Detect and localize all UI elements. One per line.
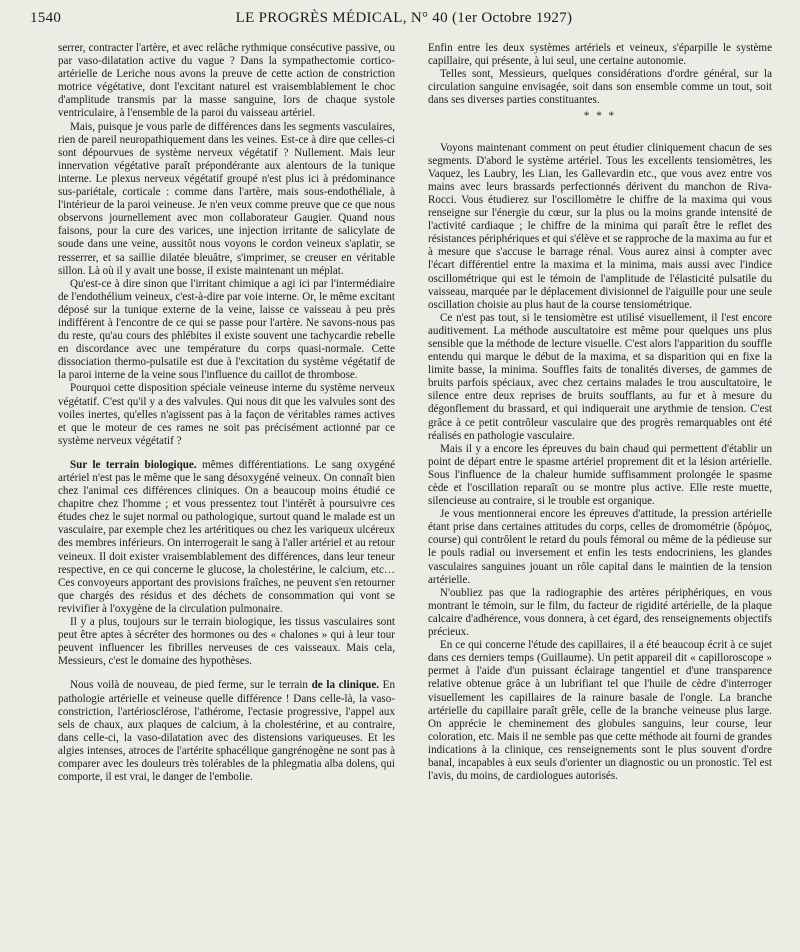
left-column-paragraph: [58, 382, 395, 447]
right-column-paragraph: [428, 110, 772, 123]
journal-title: LE PROGRÈS MÉDICAL, N° 40 (1er Octobre 1927): [235, 10, 573, 26]
right-column-paragraph: [428, 443, 772, 508]
right-column-paragraph: [428, 312, 772, 443]
paragraph-text: N'oubliez pas que la radiographie des artères périphériques, en vous montrant le témoin, sur le film, du facteur de rigidité artérielle, de la plaque calcaire d'adhérence, vous donnera, à cet égard, des renseignements objectifs précieux.: [428, 586, 772, 639]
right-column-paragraph: [428, 42, 772, 68]
left-column-paragraph: [58, 459, 395, 616]
paragraph-text: Voyons maintenant comment on peut étudier cliniquement chacun de ses segments. D'abord le système artériel. Tous les excellents tensiomètres, les Vaquez, les Laubry, les Lian, les Gallevardin etc., que vous avez entre vos mains avec leurs brassards perfectionnés dérivent du manchon de Riva-Rocci. Vous étudierez sur l'oscillomètre le chiffre de la maxima qui vous renseigne sur l'énergie du cœur, sur la plus ou la moins grande intensité de l'activité cardiaque ; le chiffre de la minima qui paraît être le reflet des résistances périphériques et qui s'élève et se rapproche de la maxima au fur et à mesure que s'accuse le barrage rénal. Vous aurez ainsi à compter avec l'écart différentiel entre la maxima et la minima, mais aussi avec l'indice oscillométrique qui est le témoin de l'amplitude de l'élasticité pulsatile du vaisseau, marquée par le déplacement divisionnel de l'aiguille pour une seule oscillation choisie au plus haut de la course tensiométrique.: [428, 141, 772, 311]
right-column-paragraph: [428, 142, 772, 312]
page-header: [30, 10, 778, 30]
right-column-paragraph: [428, 68, 772, 107]
left-column-paragraph: [58, 616, 395, 668]
paragraph-text: Il y a plus, toujours sur le terrain biologique, les tissus vasculaires sont peut être aptes à sécréter des hormones ou des « chalones » qui à leur tour peuvent influencer les fibrilles nerveuses de ces vaisseaux. Mais cela, Messieurs, c'est le domaine des hypothèses.: [58, 616, 395, 668]
paragraph-text: En ce qui concerne l'étude des capillaires, il a été beaucoup écrit à ce sujet dans ces derniers temps (Guillaume). Un petit appareil dit « capilloroscope » permet à l'aide d'un puissant éclairage tangentiel et d'une transparence relative obtenue grâce à un lubrifiant tel que l'huile de cèdre d'interroger visuellement les capillaires de la rainure basale de l'ongle. La branche artérielle du capillaire paraît grêle, celle de la branche veineuse plus large. On apprécie le cheminement des globules sanguins, leur course, leur coloration, etc. Mais il ne semble pas que cette méthode ait fourni de grandes indications à la clinique, ces renseignements sont le plus souvent d'ordre banal, incapables à eux seuls d'orienter un diagnostic ou un pronostic. Tel est l'avis, du moins, de cardiologues autorisés.: [428, 639, 772, 783]
left-text-column: [58, 42, 395, 942]
paragraph-text: Telles sont, Messieurs, quelques considérations d'ordre général, sur la circulation sanguine envisagée, soit dans son ensemble comme un tout, soit dans ses diverses parties constituantes.: [428, 68, 772, 107]
paragraph-text: Je vous mentionnerai encore les épreuves d'attitude, la pression artérielle étant prise dans certaines attitudes du corps, celles de dromométrie (δρόμος, course) qui contrôlent le retard du pouls fémoral ou même de la pédieuse sur le pouls radial ou inversement et enfin les tests endocriniens, les glandes vasculaires sanguines jouant un rôle capital dans le maintien de la tension artérielle.: [428, 508, 772, 586]
paragraph-text: Mais, puisque je vous parle de différences dans les segments vasculaires, rien de pareil neuropathiquement dans les veines. Est-ce à dire que celles-ci sont dépourvues de système nerveux végétatif ? Nullement. Mais leur innervation végétative paraît prépondérante aux alentours de la tunique interne. Le plexus nerveux végétatif groupé n'est plus ici à prédominance sus-pariétale, corticale : comme dans l'artère, mais sous-endothéliale, à l'intérieur de la paroi veineuse. Je n'en veux comme preuve que ce que nous observons journellement avec mon collaborateur Gaugier. Quand nous faisons, pour la cure des varices, une injection irritante de salicylate de soude dans une veine, aussitôt nous voyons le cordon veineux s'aplatir, se resserrer, et sa saillie dilatée bleuâtre, s'imprimer, se creuser en véritable sillon. Là où il y avait une bosse, il existe maintenant un méplat.: [58, 120, 395, 277]
right-column-paragraph: [428, 639, 772, 783]
left-column-paragraph: [58, 121, 395, 278]
paragraph-text: En pathologie artérielle et veineuse quelle différence ! Dans celle-là, la vaso-constriction, l'artériosclérose, l'athérome, l'ectasie progressive, l'appel aux sels de chaux, aux plaques de calcium, à la cholestérine, et au contraire, dans celle-ci, la vaso-dilatation avec des distensions variqueuses. Et les algies intenses, atroces de l'artérite sphacélique gangrénogène ne sont pas à comparer avec les douleurs très tolérables de la phlegmatia alba dolens, qui comporte, il est vrai, le danger de l'embolie.: [58, 679, 395, 784]
right-text-column: [428, 42, 772, 942]
paragraph-lead-text: Nous voilà de nouveau, de pied ferme, sur le terrain: [70, 679, 308, 692]
paragraph-text: Qu'est-ce à dire sinon que l'irritant chimique a agi ici par l'intermédiaire de l'endothélium veineux, c'est-à-dire par voie interne. Or, le même excitant déposé sur la tunique externe de la veine, laisse ce vaisseau à peu près indifférent à l'encontre de ce qui se passe pour l'artère. Ne savons-nous pas du reste, qu'au cours des phlébites il existe souvent une tachycardie rebelle en discordance avec une température du corps quasi-normale. Cette dissociation thermo-pulsatile est due à l'excitation du système végétatif de la paroi interne de la veine sous l'influence du caillot de thrombose.: [58, 277, 395, 382]
paragraph-lead-bold: de la clinique.: [311, 679, 380, 692]
paragraph-text: Mais il y a encore les épreuves du bain chaud qui permettent d'établir un point de départ entre le spasme artériel proprement dit et la lésion artérielle. Sous l'influence de la chaleur humide suffisamment prolongée le spasme cède et l'oscillation reparaît ou se montre plus active. Elle reste muette, silencieuse au contraire, si le trouble est organique.: [428, 442, 772, 508]
paragraph-text: * * *: [583, 110, 617, 123]
right-column-paragraph: [428, 587, 772, 639]
paragraph-text: serrer, contracter l'artère, et avec relâche rythmique consécutive passive, ou par vaso-dilatation active du vague ? Dans la sympathectomie cortico-artérielle de Leriche nous avons la preuve de cette action de constriction motrice végétative, dont l'excitant naturel est vraisemblablement le choc d'amplitude transmis par la masse sanguine, lors de chaque systole ventriculaire, à l'ensemble de la paroi du vaisseau artériel.: [58, 42, 395, 120]
right-column-paragraph: [428, 508, 772, 587]
left-column-paragraph: [58, 42, 395, 121]
page-number: 1540: [30, 10, 62, 26]
paragraph-text: Pourquoi cette disposition spéciale veineuse interne du système nerveux végétatif. C'est qu'il y a des valvules. Qui nous dit que les valvules sont des voiles inertes, qu'elles n'agissent pas à la façon de véritables rames actives et que le moteur de ces rames ne soit pas précisément actionné par ce système nerveux végétatif ?: [58, 382, 395, 447]
left-column-paragraph: [58, 278, 395, 383]
paragraph-lead-bold: Sur le terrain biologique.: [70, 458, 197, 471]
left-column-paragraph: [58, 679, 395, 784]
paragraph-text: Enfin entre les deux systèmes artériels et veineux, s'éparpille le système capillaire, qui présente, à lui seul, une certaine autonomie.: [428, 42, 772, 68]
paragraph-text: Ce n'est pas tout, si le tensiomètre est utilisé visuellement, il l'est encore auditivement. La méthode auscultatoire est même pour quelques uns plus sensible que la méthode de lecture visuelle. C'est alors l'apparition du souffle entendu qui marque le début de la maxima, et sa disparition qui en fixe la limite basse, la minima. Souffles faits de tonalités diverses, de gammes de bruits parfois spéciaux, avec chez certains malades le trou auscultatoire, le silence entre deux reprises de bruits soufflants, au fur et à mesure du dégonflement du brassard, et qui indiquerait une arythmie de tension. C'est grâce à ce petit contrôleur vasculaire que des progrès remarquables ont été réalisés en pathologie vasculaire.: [428, 311, 772, 442]
paragraph-text: mêmes différentiations. Le sang oxygéné artériel n'est pas le même que le sang désoxygéné veineux. On connaît bien chez l'animal ces différences cliniques. On a beaucoup moins étudié ce chapitre chez l'homme ; et vous pressentez tout l'intérêt à poursuivre ces études chez le sujet normal ou pathologique, surtout quand le malade est un vasculaire, par exemple chez les artéritiques ou chez les variqueux ulcéreux des membres inférieurs. On interrogerait le sang à l'aller artériel et au retour veineux. Il doit exister vraisemblablement des différences, dans leur teneur respective, en ce qui concerne le glucose, la cholestérine, le calcium, etc… Ces convoyeurs apportant des provisions fraîches, ne peuvent s'en retourner que chargés des résidus et des déchets de consommation qui vont se revivifier à l'oxygène de la circulation pulmonaire.: [58, 458, 395, 615]
